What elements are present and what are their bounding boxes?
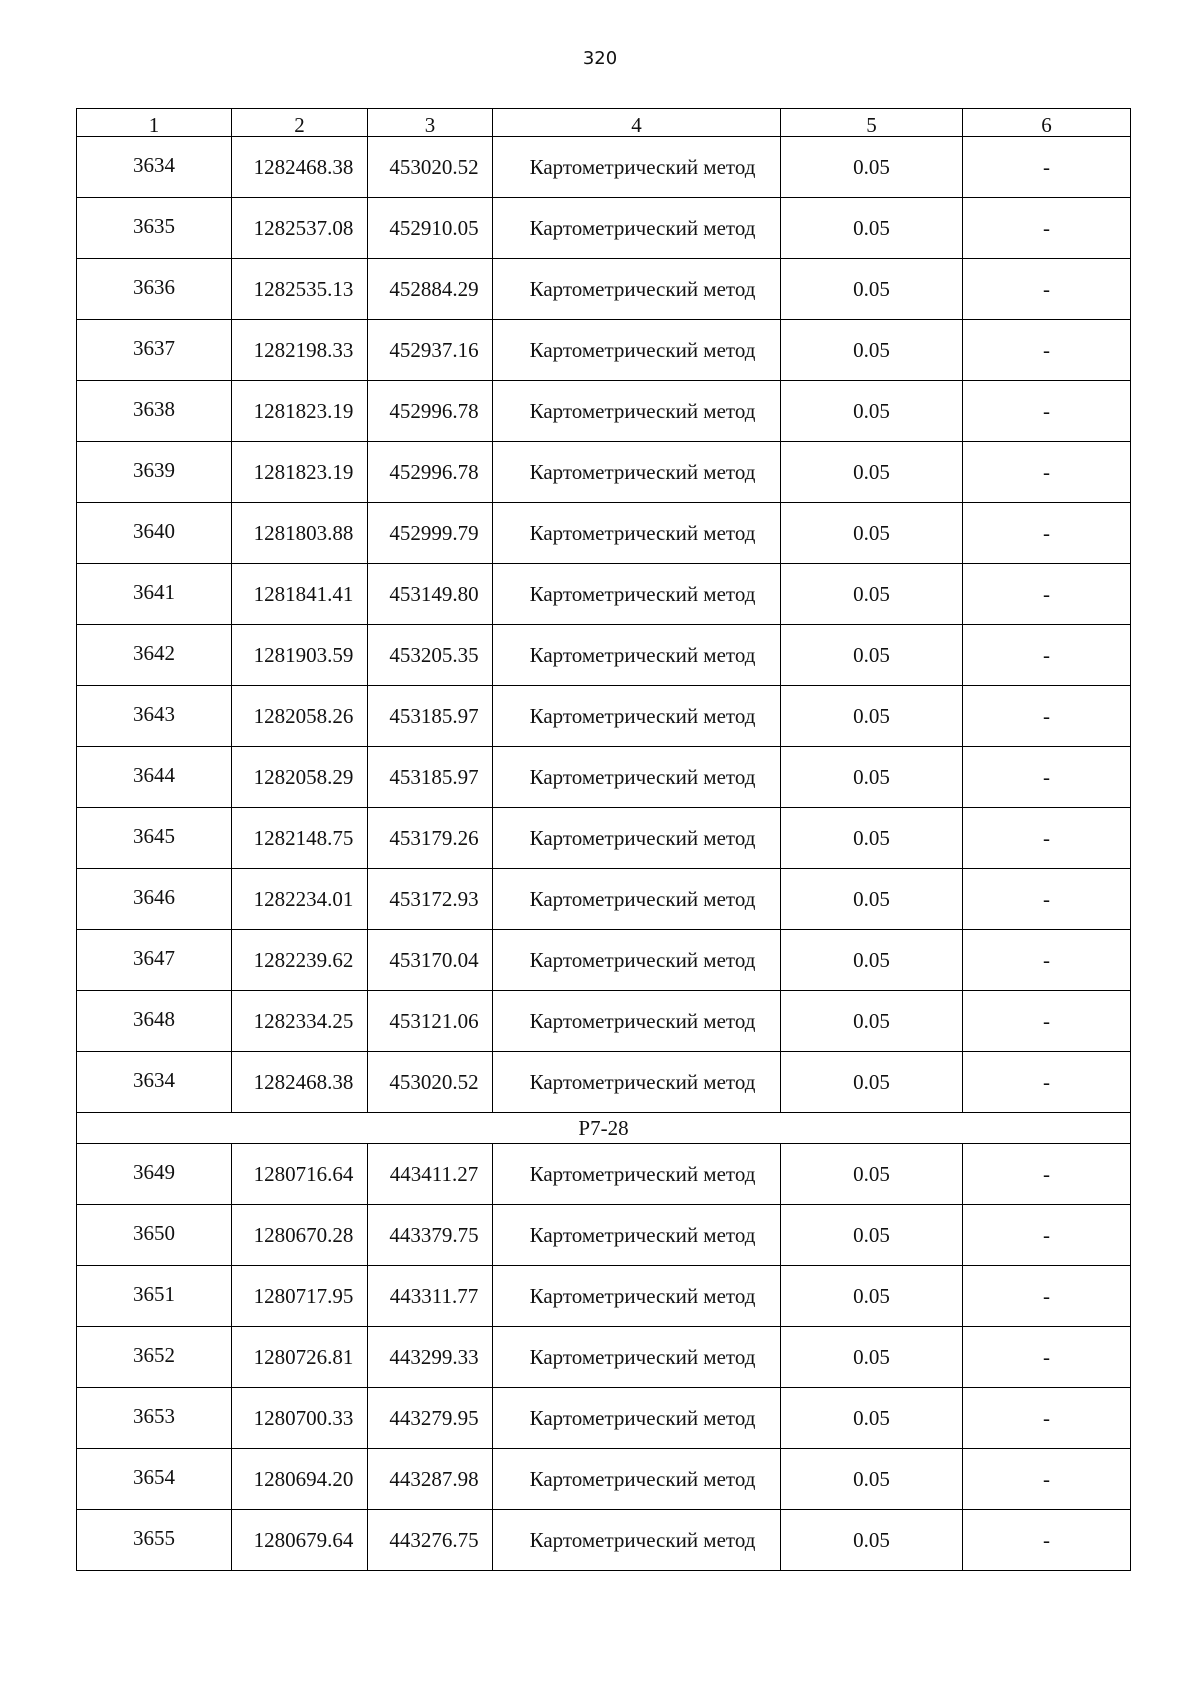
note-cell: - xyxy=(963,1052,1131,1113)
point-number-cell: 3644 xyxy=(77,747,232,808)
table-row xyxy=(77,320,1131,381)
point-number-cell: 3641 xyxy=(77,564,232,625)
accuracy-cell: 0.05 xyxy=(781,1449,963,1510)
table-row xyxy=(77,442,1131,503)
accuracy-cell: 0.05 xyxy=(781,991,963,1052)
point-number-cell: 3640 xyxy=(77,503,232,564)
accuracy-cell: 0.05 xyxy=(781,259,963,320)
y-coordinate-cell: 453020.52 xyxy=(368,1052,493,1113)
accuracy-cell: 0.05 xyxy=(781,930,963,991)
accuracy-cell: 0.05 xyxy=(781,625,963,686)
point-number-cell: 3652 xyxy=(77,1327,232,1388)
table-row xyxy=(77,564,1131,625)
x-coordinate-cell: 1280670.28 xyxy=(232,1205,368,1266)
accuracy-cell: 0.05 xyxy=(781,320,963,381)
method-cell: Картометрический метод xyxy=(493,869,781,930)
column-header-2: 2 xyxy=(232,109,368,137)
point-number-cell: 3639 xyxy=(77,442,232,503)
accuracy-cell: 0.05 xyxy=(781,1266,963,1327)
note-cell: - xyxy=(963,747,1131,808)
table-row xyxy=(77,625,1131,686)
y-coordinate-cell: 452996.78 xyxy=(368,381,493,442)
accuracy-cell: 0.05 xyxy=(781,1205,963,1266)
table-row xyxy=(77,1327,1131,1388)
table-row xyxy=(77,503,1131,564)
accuracy-cell: 0.05 xyxy=(781,869,963,930)
method-cell: Картометрический метод xyxy=(493,503,781,564)
method-cell: Картометрический метод xyxy=(493,1205,781,1266)
note-cell: - xyxy=(963,625,1131,686)
point-number-cell: 3653 xyxy=(77,1388,232,1449)
x-coordinate-cell: 1282239.62 xyxy=(232,930,368,991)
method-cell: Картометрический метод xyxy=(493,1388,781,1449)
point-number-cell: 3634 xyxy=(77,137,232,198)
note-cell: - xyxy=(963,259,1131,320)
method-cell: Картометрический метод xyxy=(493,1327,781,1388)
y-coordinate-cell: 443279.95 xyxy=(368,1388,493,1449)
x-coordinate-cell: 1281903.59 xyxy=(232,625,368,686)
table-row xyxy=(77,1052,1131,1113)
method-cell: Картометрический метод xyxy=(493,991,781,1052)
point-number-cell: 3634 xyxy=(77,1052,232,1113)
column-header-5: 5 xyxy=(781,109,963,137)
table-row xyxy=(77,686,1131,747)
table-row xyxy=(77,259,1131,320)
x-coordinate-cell: 1282334.25 xyxy=(232,991,368,1052)
point-number-cell: 3638 xyxy=(77,381,232,442)
table-row xyxy=(77,1388,1131,1449)
accuracy-cell: 0.05 xyxy=(781,503,963,564)
method-cell: Картометрический метод xyxy=(493,259,781,320)
accuracy-cell: 0.05 xyxy=(781,137,963,198)
x-coordinate-cell: 1282468.38 xyxy=(232,1052,368,1113)
accuracy-cell: 0.05 xyxy=(781,747,963,808)
accuracy-cell: 0.05 xyxy=(781,1510,963,1571)
note-cell: - xyxy=(963,381,1131,442)
section-title: P7-28 xyxy=(77,1113,1131,1144)
x-coordinate-cell: 1282148.75 xyxy=(232,808,368,869)
y-coordinate-cell: 453149.80 xyxy=(368,564,493,625)
note-cell: - xyxy=(963,1388,1131,1449)
y-coordinate-cell: 453121.06 xyxy=(368,991,493,1052)
y-coordinate-cell: 452910.05 xyxy=(368,198,493,259)
table-row xyxy=(77,930,1131,991)
x-coordinate-cell: 1281803.88 xyxy=(232,503,368,564)
table-row xyxy=(77,137,1131,198)
x-coordinate-cell: 1280726.81 xyxy=(232,1327,368,1388)
x-coordinate-cell: 1280694.20 xyxy=(232,1449,368,1510)
method-cell: Картометрический метод xyxy=(493,137,781,198)
y-coordinate-cell: 443287.98 xyxy=(368,1449,493,1510)
x-coordinate-cell: 1282058.26 xyxy=(232,686,368,747)
method-cell: Картометрический метод xyxy=(493,1052,781,1113)
note-cell: - xyxy=(963,1449,1131,1510)
accuracy-cell: 0.05 xyxy=(781,442,963,503)
note-cell: - xyxy=(963,991,1131,1052)
note-cell: - xyxy=(963,869,1131,930)
note-cell: - xyxy=(963,1205,1131,1266)
y-coordinate-cell: 452884.29 xyxy=(368,259,493,320)
y-coordinate-cell: 453185.97 xyxy=(368,686,493,747)
table-row xyxy=(77,1205,1131,1266)
y-coordinate-cell: 453170.04 xyxy=(368,930,493,991)
y-coordinate-cell: 452937.16 xyxy=(368,320,493,381)
x-coordinate-cell: 1280700.33 xyxy=(232,1388,368,1449)
column-header-3: 3 xyxy=(368,109,493,137)
method-cell: Картометрический метод xyxy=(493,442,781,503)
method-cell: Картометрический метод xyxy=(493,381,781,442)
table-row xyxy=(77,1144,1131,1205)
point-number-cell: 3643 xyxy=(77,686,232,747)
point-number-cell: 3649 xyxy=(77,1144,232,1205)
table-row xyxy=(77,747,1131,808)
note-cell: - xyxy=(963,1144,1131,1205)
x-coordinate-cell: 1282058.29 xyxy=(232,747,368,808)
table-body xyxy=(77,137,1131,1571)
method-cell: Картометрический метод xyxy=(493,1266,781,1327)
y-coordinate-cell: 453179.26 xyxy=(368,808,493,869)
point-number-cell: 3636 xyxy=(77,259,232,320)
column-header-6: 6 xyxy=(963,109,1131,137)
note-cell: - xyxy=(963,137,1131,198)
method-cell: Картометрический метод xyxy=(493,320,781,381)
y-coordinate-cell: 443276.75 xyxy=(368,1510,493,1571)
table-row xyxy=(77,808,1131,869)
x-coordinate-cell: 1282537.08 xyxy=(232,198,368,259)
table-row xyxy=(77,869,1131,930)
point-number-cell: 3646 xyxy=(77,869,232,930)
header-row xyxy=(77,109,1131,137)
note-cell: - xyxy=(963,930,1131,991)
method-cell: Картометрический метод xyxy=(493,686,781,747)
method-cell: Картометрический метод xyxy=(493,1510,781,1571)
note-cell: - xyxy=(963,198,1131,259)
y-coordinate-cell: 452999.79 xyxy=(368,503,493,564)
method-cell: Картометрический метод xyxy=(493,198,781,259)
point-number-cell: 3647 xyxy=(77,930,232,991)
table-row xyxy=(77,381,1131,442)
point-number-cell: 3651 xyxy=(77,1266,232,1327)
point-number-cell: 3650 xyxy=(77,1205,232,1266)
accuracy-cell: 0.05 xyxy=(781,1327,963,1388)
point-number-cell: 3648 xyxy=(77,991,232,1052)
point-number-cell: 3645 xyxy=(77,808,232,869)
point-number-cell: 3637 xyxy=(77,320,232,381)
x-coordinate-cell: 1281841.41 xyxy=(232,564,368,625)
table-row xyxy=(77,1510,1131,1571)
method-cell: Картометрический метод xyxy=(493,747,781,808)
table-header xyxy=(77,109,1131,137)
point-number-cell: 3654 xyxy=(77,1449,232,1510)
y-coordinate-cell: 443411.27 xyxy=(368,1144,493,1205)
x-coordinate-cell: 1280716.64 xyxy=(232,1144,368,1205)
y-coordinate-cell: 443299.33 xyxy=(368,1327,493,1388)
method-cell: Картометрический метод xyxy=(493,564,781,625)
x-coordinate-cell: 1281823.19 xyxy=(232,442,368,503)
x-coordinate-cell: 1280679.64 xyxy=(232,1510,368,1571)
x-coordinate-cell: 1282234.01 xyxy=(232,869,368,930)
table-row xyxy=(77,1266,1131,1327)
note-cell: - xyxy=(963,503,1131,564)
y-coordinate-cell: 452996.78 xyxy=(368,442,493,503)
method-cell: Картометрический метод xyxy=(493,1449,781,1510)
method-cell: Картометрический метод xyxy=(493,930,781,991)
note-cell: - xyxy=(963,686,1131,747)
x-coordinate-cell: 1282198.33 xyxy=(232,320,368,381)
y-coordinate-cell: 453205.35 xyxy=(368,625,493,686)
note-cell: - xyxy=(963,1510,1131,1571)
accuracy-cell: 0.05 xyxy=(781,808,963,869)
accuracy-cell: 0.05 xyxy=(781,198,963,259)
x-coordinate-cell: 1280717.95 xyxy=(232,1266,368,1327)
method-cell: Картометрический метод xyxy=(493,625,781,686)
table-row xyxy=(77,991,1131,1052)
point-number-cell: 3655 xyxy=(77,1510,232,1571)
x-coordinate-cell: 1282535.13 xyxy=(232,259,368,320)
method-cell: Картометрический метод xyxy=(493,1144,781,1205)
accuracy-cell: 0.05 xyxy=(781,564,963,625)
column-header-1: 1 xyxy=(77,109,232,137)
note-cell: - xyxy=(963,442,1131,503)
point-number-cell: 3642 xyxy=(77,625,232,686)
y-coordinate-cell: 453185.97 xyxy=(368,747,493,808)
accuracy-cell: 0.05 xyxy=(781,1388,963,1449)
x-coordinate-cell: 1281823.19 xyxy=(232,381,368,442)
column-header-4: 4 xyxy=(493,109,781,137)
accuracy-cell: 0.05 xyxy=(781,1052,963,1113)
note-cell: - xyxy=(963,320,1131,381)
section-row xyxy=(77,1113,1131,1144)
y-coordinate-cell: 453020.52 xyxy=(368,137,493,198)
method-cell: Картометрический метод xyxy=(493,808,781,869)
note-cell: - xyxy=(963,808,1131,869)
accuracy-cell: 0.05 xyxy=(781,381,963,442)
note-cell: - xyxy=(963,1327,1131,1388)
y-coordinate-cell: 453172.93 xyxy=(368,869,493,930)
note-cell: - xyxy=(963,1266,1131,1327)
point-number-cell: 3635 xyxy=(77,198,232,259)
coordinates-table xyxy=(76,108,1131,1571)
table-row xyxy=(77,198,1131,259)
note-cell: - xyxy=(963,564,1131,625)
x-coordinate-cell: 1282468.38 xyxy=(232,137,368,198)
table-row xyxy=(77,1449,1131,1510)
page-number: 320 xyxy=(582,48,618,69)
accuracy-cell: 0.05 xyxy=(781,1144,963,1205)
y-coordinate-cell: 443311.77 xyxy=(368,1266,493,1327)
y-coordinate-cell: 443379.75 xyxy=(368,1205,493,1266)
accuracy-cell: 0.05 xyxy=(781,686,963,747)
